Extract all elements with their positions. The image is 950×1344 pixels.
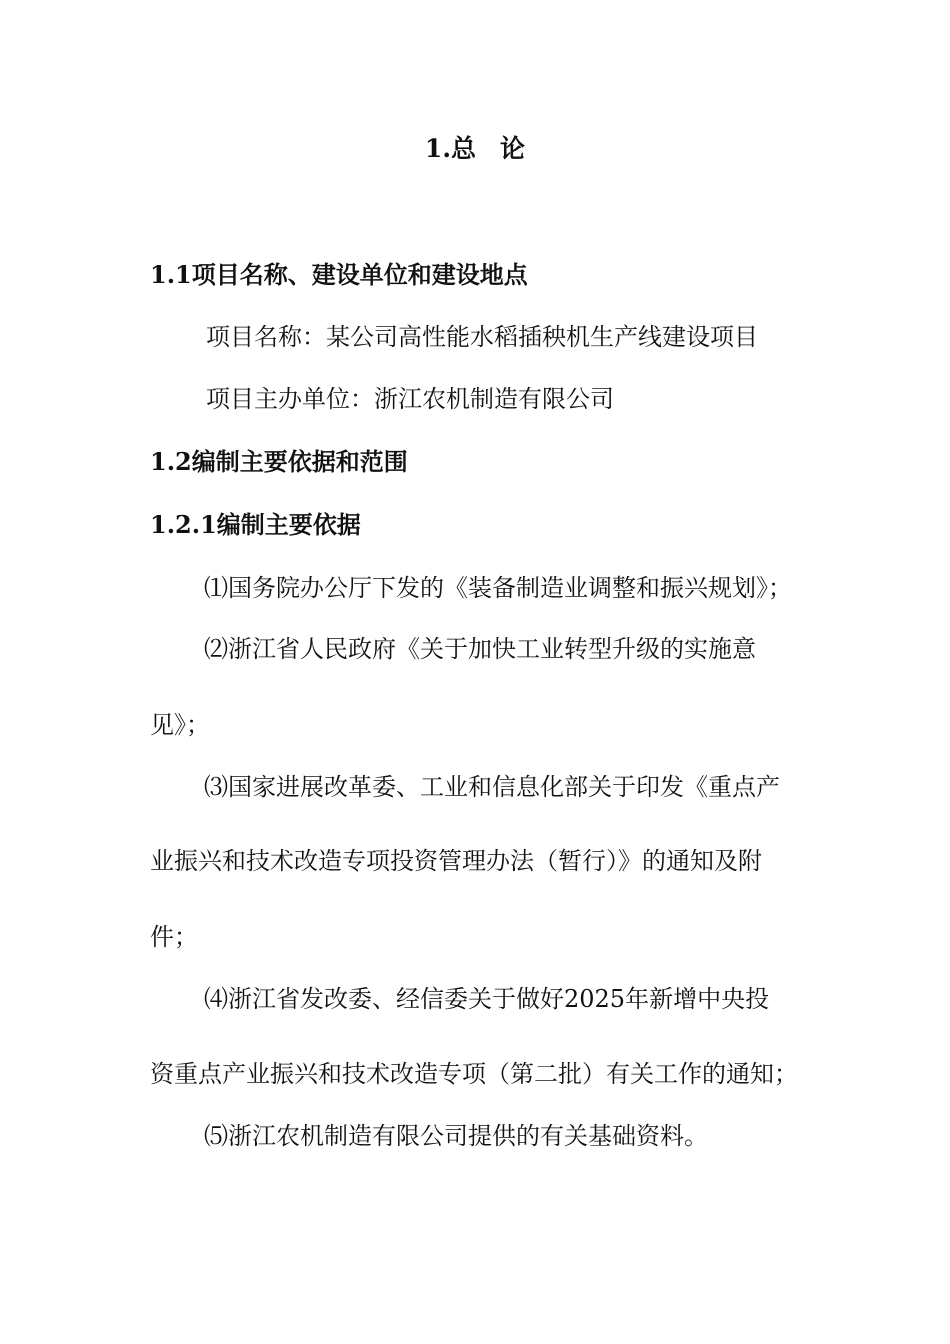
project-sponsor-line: 项目主办单位：浙江农机制造有限公司: [206, 385, 614, 413]
basis-item-3-line-3: 件；: [150, 923, 198, 951]
chapter-title: [0, 134, 950, 164]
project-name-line: 项目名称：某公司高性能水稻插秧机生产线建设项目: [206, 323, 758, 351]
basis-item-1: ⑴国务院办公厅下发的《装备制造业调整和振兴规划》；: [204, 574, 792, 602]
basis-item-4-line-1: ⑷浙江省发改委、经信委关于做好2025年新增中央投: [204, 985, 770, 1013]
section-heading-1-2-1: 1.2.1编制主要依据: [150, 510, 361, 539]
basis-item-4-line-2: 资重点产业振兴和技术改造专项（第二批）有关工作的通知；: [150, 1060, 798, 1088]
chapter-title-char-1: 总: [451, 134, 477, 163]
section-heading-1-1: 1.1项目名称、建设单位和建设地点: [150, 260, 528, 289]
chapter-number: 1.: [424, 134, 452, 163]
basis-item-5: ⑸浙江农机制造有限公司提供的有关基础资料。: [204, 1122, 708, 1150]
basis-item-3-line-1: ⑶国家进展改革委、工业和信息化部关于印发《重点产: [204, 773, 780, 801]
basis-item-2-line-2: 见》；: [150, 711, 210, 739]
chapter-title-char-2: 论: [500, 134, 526, 163]
basis-item-2-line-1: ⑵浙江省人民政府《关于加快工业转型升级的实施意: [204, 635, 756, 663]
section-heading-1-2: 1.2编制主要依据和范围: [150, 447, 408, 476]
basis-item-3-line-2: 业振兴和技术改造专项投资管理办法（暂行）》的通知及附: [150, 847, 762, 875]
